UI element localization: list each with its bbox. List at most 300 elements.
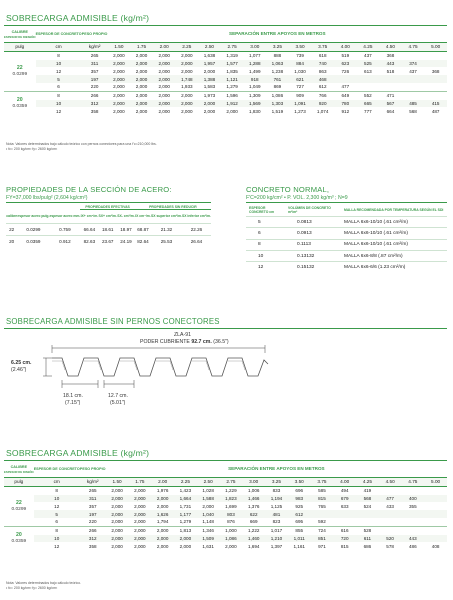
concrete-header-cell: ESPESOR CONCRETO cm <box>249 206 275 214</box>
span-cell: 2.50 <box>197 478 220 487</box>
span-cell: 3.75 <box>311 478 334 487</box>
props-cell: 25.53 <box>151 235 182 247</box>
load-value-cell: 1,091 <box>289 100 312 108</box>
load-value-cell: 1,063 <box>266 60 289 68</box>
load-value-cell: 2,000 <box>151 526 174 534</box>
load2-title: SOBRECARGA ADMISIBLE (kg/m²) <box>6 448 150 458</box>
load-value-cell: 971 <box>318 543 326 549</box>
load-value-cell <box>357 83 380 91</box>
concrete-cell: MALLA 6x6-8/8 (.87 cm²/m) <box>341 250 447 261</box>
table-row <box>4 100 447 108</box>
load-value-cell <box>401 510 424 518</box>
props-header-cell: espesor acero mm. <box>49 214 81 218</box>
load-value-cell: 2,000 <box>113 53 125 59</box>
load-value-cell: 2,000 <box>158 84 170 90</box>
load-value-cell: 374 <box>402 60 425 68</box>
load-value-cell: 618 <box>318 53 327 59</box>
load-value-cell: 920 <box>311 100 334 108</box>
unit-cell: kg/m² <box>82 43 108 52</box>
load-value-cell: 2,000 <box>158 68 170 74</box>
load-value-cell: 876 <box>227 519 235 525</box>
load-value-cell: 623 <box>334 60 357 68</box>
table-row <box>4 502 447 510</box>
load-value-cell: 1,577 <box>221 60 244 68</box>
self-weight-cell: 357 <box>88 503 97 509</box>
load-value-cell: 611 <box>356 535 379 543</box>
load-value-cell: 1,017 <box>265 526 288 534</box>
load-value-cell: 1,423 <box>179 488 192 494</box>
table-row <box>4 495 447 503</box>
load-value-cell: 1,626 <box>151 510 174 518</box>
load-value-cell: 1,694 <box>247 543 260 549</box>
concrete-thickness-cell: 12 <box>54 543 60 549</box>
load-value-cell <box>402 51 425 59</box>
load-value-cell: 2,000 <box>202 503 214 509</box>
self-weight-cell: 265 <box>90 53 99 59</box>
load-value-cell <box>424 518 447 526</box>
span-cell: 3.25 <box>265 478 288 487</box>
props-cell: 18.61 <box>98 223 117 235</box>
load-value-cell: 2,000 <box>130 60 153 68</box>
props-cell: 82.64 <box>135 235 151 247</box>
load-value-cell: 1,303 <box>266 100 289 108</box>
span-cell: 4.25 <box>357 43 380 52</box>
span-cell: 1.75 <box>130 43 153 52</box>
concrete-thickness-cell: 6 <box>55 519 58 525</box>
load-value-cell: 823 <box>272 519 281 525</box>
self-weight-cell: 357 <box>90 68 99 74</box>
load-value-cell: 468 <box>311 75 334 83</box>
load-value-cell: 2,000 <box>130 100 153 108</box>
load-value-cell: 777 <box>364 108 372 114</box>
load-value-cell: 727 <box>296 84 304 90</box>
load-value-cell: 1,588 <box>197 495 220 503</box>
concrete-thickness-cell: 12 <box>56 68 62 74</box>
concrete-thickness-cell: 5 <box>36 75 82 83</box>
load-value-cell: 1,000 <box>220 526 243 534</box>
load-value-cell <box>424 502 447 510</box>
load-value-cell: 664 <box>386 108 395 114</box>
load-value-cell: 909 <box>289 91 312 99</box>
calibre-cell <box>4 526 34 550</box>
load-value-cell: 1,086 <box>220 535 243 543</box>
load-value-cell: 2,000 <box>130 75 153 83</box>
load2-calibre-label: CALIBRE <box>10 465 28 470</box>
self-weight-cell: 197 <box>80 510 106 518</box>
concrete-thickness-cell: 6 <box>57 84 60 90</box>
calibre-number: 22 <box>16 64 23 71</box>
load-value-cell <box>424 510 447 518</box>
span-cell: 1.50 <box>108 43 131 52</box>
props-subtitle: FY=37,000 lbs/pulg² (2,604 kg/cm²) <box>6 195 88 201</box>
concrete-table <box>246 204 447 272</box>
load-value-cell: 2,000 <box>128 495 151 503</box>
load-value-cell: 2,000 <box>153 60 176 68</box>
table-row <box>4 542 447 550</box>
load-value-cell: 2,000 <box>130 91 153 99</box>
load-value-cell: 1,309 <box>243 91 266 99</box>
table-row <box>4 518 447 526</box>
load1-units-row <box>4 43 447 52</box>
load-value-cell: 2,000 <box>113 84 125 90</box>
load1-calibre-header <box>4 27 36 43</box>
concrete-cell: MALLA 6x6-10/10 (.61 cm²/m) <box>341 217 447 228</box>
table-row <box>4 75 447 83</box>
gauge-thickness: 0.0359 <box>11 538 27 544</box>
props-title: PROPIEDADES DE LA SECCIÓN DE ACERO: <box>6 185 172 194</box>
load-value-cell: 2,000 <box>111 543 123 549</box>
load-value-cell: 726 <box>341 68 350 74</box>
span-cell: 3.50 <box>289 43 312 52</box>
calibre-number: 22 <box>15 499 22 506</box>
load-value-cell: 2,000 <box>111 488 123 494</box>
props-cell: 20 <box>6 235 17 247</box>
pitch-cm-label: 18.1 cm. <box>63 393 83 399</box>
deck-profile-line <box>52 358 268 376</box>
props-title-rule <box>6 202 211 203</box>
concrete-cell: 0.0813 <box>285 217 341 228</box>
load-value-cell: 1,210 <box>265 535 288 543</box>
load1-separacion-header: SEPARACIÓN ENTRE APOYOS EN METROS <box>229 31 326 37</box>
load-value-cell: 2,000 <box>128 526 151 534</box>
concrete-thickness-cell: 8 <box>55 488 58 494</box>
concrete-header-cell: MALLA RECOMENDADA POR TEMPERATURA SEGÚN EL SDI <box>344 208 444 212</box>
span-cell: 4.00 <box>333 478 356 487</box>
load2-table <box>4 462 447 550</box>
load-value-cell: 1,077 <box>249 53 261 59</box>
load-value-cell <box>311 510 334 518</box>
load-value-cell <box>424 535 447 543</box>
props-sinreducir-header: PROPIEDADES SIN REDUCIR <box>135 205 211 210</box>
concrete-title-rule <box>246 202 447 203</box>
load-value-cell: 2,000 <box>135 53 148 59</box>
span-cell: 2.25 <box>174 478 197 487</box>
calibre-cell <box>4 91 36 115</box>
load-value-cell: 2,000 <box>174 535 197 543</box>
self-weight-cell: 358 <box>88 543 97 549</box>
load-value-cell: 568 <box>409 108 417 114</box>
self-weight-cell: 220 <box>90 84 99 90</box>
concrete-row <box>246 262 447 273</box>
table-row <box>4 526 447 534</box>
props-header-cell: IX+ cm⁴/m. <box>80 214 99 219</box>
table-row <box>4 67 447 75</box>
load-value-cell: 1,664 <box>174 495 197 503</box>
load2-note-params: • fc= 200 kg/cm² fy= 2600 kg/cm² <box>6 586 58 590</box>
load-value-cell: 1,569 <box>243 100 266 108</box>
unit-cell: pulg <box>4 43 36 52</box>
load-value-cell: 477 <box>341 84 350 90</box>
load2-calibre-header <box>4 462 34 478</box>
self-weight-cell: 220 <box>88 519 97 525</box>
load-value-cell: 415 <box>424 100 447 108</box>
load-value-cell: 2,000 <box>156 543 169 549</box>
span-cell: 3.75 <box>311 43 334 52</box>
concrete-cell: 8 <box>246 239 285 250</box>
deck-model-label: ZLA-91 <box>174 332 192 338</box>
load1-concreto-header: ESPESOR DE CONCRETO <box>35 32 82 37</box>
load-value-cell: 518 <box>386 68 395 74</box>
load-value-cell: 2,000 <box>198 100 221 108</box>
load-value-cell: 567 <box>379 100 402 108</box>
props-header-cell: espesor acero pulg. <box>17 214 50 218</box>
load-value-cell: 1,976 <box>156 488 169 494</box>
table-row <box>4 486 447 494</box>
load-value-cell: 2,000 <box>135 84 148 90</box>
load-value-cell: 2,000 <box>151 495 174 503</box>
load-value-cell: 1,194 <box>265 495 288 503</box>
concrete-thickness-cell: 5 <box>34 510 80 518</box>
load2-units-row <box>4 478 447 487</box>
props-cell: 68.87 <box>135 223 151 235</box>
load-value-cell: 2,000 <box>134 543 146 549</box>
load-value-cell: 739 <box>296 53 304 59</box>
concrete-cell: 0.0913 <box>285 228 341 239</box>
span-cell: 2.00 <box>153 43 176 52</box>
load-value-cell: 1,835 <box>226 68 238 74</box>
load-value-cell: 1,460 <box>242 535 265 543</box>
load-value-cell: 2,000 <box>156 503 169 509</box>
load-value-cell: 2,000 <box>151 535 174 543</box>
load-value-cell: 649 <box>334 91 357 99</box>
load-value-cell: 1,030 <box>294 68 306 74</box>
load-value-cell: 519 <box>341 53 350 59</box>
span-cell: 1.75 <box>128 478 151 487</box>
span-cell: 3.25 <box>266 43 289 52</box>
load-value-cell: 525 <box>357 60 380 68</box>
load-value-cell: 1,957 <box>198 60 221 68</box>
calibre-number: 20 <box>16 96 23 103</box>
load-value-cell <box>401 486 424 494</box>
load-value-cell <box>379 518 402 526</box>
load1-espesor-deck-label: ESPESOR DE DIESEÑO <box>4 34 36 39</box>
span-cell: 5.00 <box>424 478 447 487</box>
load-value-cell: 1,222 <box>242 526 265 534</box>
load-value-cell: 612 <box>288 510 311 518</box>
table-row <box>4 83 447 91</box>
span-cell: 4.75 <box>401 478 424 487</box>
load-value-cell: 2,000 <box>111 519 123 525</box>
load-value-cell: 1,638 <box>203 53 216 59</box>
load2-title-rule <box>4 460 447 461</box>
load-value-cell: 2,000 <box>203 68 216 74</box>
concrete-cell: 0.1113 <box>285 239 341 250</box>
load-value-cell <box>379 83 402 91</box>
load-value-cell: 724 <box>311 526 334 534</box>
load-value-cell: 2,000 <box>108 100 131 108</box>
load2-espesor-deck-label: ESPESOR DE DISEÑO <box>4 469 34 474</box>
props-efectivas-header: PROPIEDADES EFECTIVAS <box>80 205 135 210</box>
load-value-cell: 863 <box>318 68 327 74</box>
load-value-cell: 2,000 <box>106 510 129 518</box>
load-value-cell: 2,000 <box>108 60 131 68</box>
load1-title-rule <box>4 25 447 26</box>
load-value-cell: 696 <box>295 488 304 494</box>
load-value-cell: 1,229 <box>225 488 237 494</box>
height-in-label: (2.46") <box>11 367 27 373</box>
concrete-row <box>246 217 447 228</box>
load-value-cell <box>379 486 402 494</box>
load-value-cell <box>357 75 380 83</box>
span-cell: 4.25 <box>356 478 379 487</box>
concrete-cell: 0.13132 <box>285 250 341 261</box>
diagram-title-rule <box>4 328 447 329</box>
props-header-cell: SX inferior cm³/m. <box>181 214 211 219</box>
props-cell: 21.32 <box>151 223 182 235</box>
load-value-cell: 869 <box>273 84 282 90</box>
table-row <box>4 51 447 59</box>
load-value-cell: 2,000 <box>128 535 151 543</box>
props-header-row <box>6 210 211 224</box>
table-row <box>4 535 447 543</box>
load1-table <box>4 27 447 115</box>
load-value-cell: 2,000 <box>203 108 216 114</box>
unit-cell: kg/m² <box>80 478 106 487</box>
concrete-cell: 12 <box>246 262 285 273</box>
concrete-title: CONCRETO NORMAL, <box>246 185 330 194</box>
load-value-cell: 520 <box>379 535 402 543</box>
load1-calibre-label: CALIBRE <box>11 30 28 35</box>
load-value-cell: 400 <box>401 495 424 503</box>
props-header-cell: SX+ cm³/m. <box>98 214 117 219</box>
load-value-cell: 1,121 <box>221 75 244 83</box>
load-value-cell: 524 <box>363 503 372 509</box>
load-value-cell: 815 <box>311 495 334 503</box>
load1-header-row <box>4 27 447 43</box>
load2-separacion-header: SEPARACIÓN ENTRE APOYOS EN METROS <box>228 466 325 472</box>
load-value-cell: 1,279 <box>226 84 238 90</box>
load-value-cell: 2,000 <box>158 53 170 59</box>
span-cell: 4.50 <box>379 478 402 487</box>
concrete-thickness-cell: 8 <box>57 53 60 59</box>
self-weight-cell: 266 <box>80 526 106 534</box>
unit-cell: cm <box>34 478 80 487</box>
load-value-cell: 855 <box>288 526 311 534</box>
self-weight-cell: 358 <box>90 108 99 114</box>
load-value-cell: 552 <box>357 91 380 99</box>
load-value-cell <box>402 83 425 91</box>
load-value-cell: 633 <box>340 503 349 509</box>
concrete-cell: MALLA 6x6-10/10 (.61 cm²/m) <box>341 239 447 250</box>
concrete-header-row <box>246 204 447 217</box>
load2-header-row <box>4 462 447 478</box>
load1-note: Nota: Valores determinados bajo cálculo teórico con pernos conectores para una f'c=210,000 lbs. <box>6 142 157 146</box>
calibre-cell <box>4 51 36 91</box>
span-cell: 3.00 <box>242 478 265 487</box>
load-value-cell: 1,631 <box>202 543 214 549</box>
load-value-cell: 487 <box>431 108 440 114</box>
load-value-cell: 2,000 <box>176 60 199 68</box>
load-value-cell: 1,346 <box>197 526 220 534</box>
span-cell: 2.75 <box>220 478 243 487</box>
concrete-thickness-cell: 10 <box>34 495 80 503</box>
self-weight-cell: 197 <box>82 75 108 83</box>
load-value-cell: 1,238 <box>271 68 284 74</box>
concrete-thickness-cell: 12 <box>54 503 60 509</box>
concrete-cell: 5 <box>246 217 285 228</box>
load-value-cell: 1,830 <box>249 108 261 114</box>
load-value-cell: 437 <box>364 53 372 59</box>
load-value-cell: 2,000 <box>134 519 146 525</box>
load-value-cell: 1,933 <box>181 84 193 90</box>
table-row <box>4 107 447 115</box>
load2-peso-header: PESO PROPIO <box>79 467 106 472</box>
load-value-cell: 1,596 <box>221 91 244 99</box>
props-header-cell: calibre <box>6 214 18 218</box>
load-value-cell <box>379 75 402 83</box>
load-value-cell: 2,000 <box>153 91 176 99</box>
load-value-cell: 486 <box>409 543 417 549</box>
span-cell: 3.00 <box>243 43 266 52</box>
load-value-cell <box>424 91 447 99</box>
load-value-cell: 888 <box>273 53 282 59</box>
load-value-cell: 1,699 <box>225 503 237 509</box>
load-value-cell <box>379 510 402 518</box>
concrete-thickness-cell: 12 <box>56 108 62 114</box>
load-value-cell: 2,000 <box>181 53 193 59</box>
span-cell: 4.50 <box>379 43 402 52</box>
load-value-cell: 2,000 <box>134 503 146 509</box>
load-value-cell: 1,731 <box>179 503 192 509</box>
load-value-cell: 437 <box>409 68 417 74</box>
load-value-cell: 621 <box>289 75 312 83</box>
load-value-cell: 1,006 <box>247 488 260 494</box>
load-value-cell: 1,279 <box>179 519 192 525</box>
self-weight-cell: 265 <box>88 488 97 494</box>
concrete-thickness-cell: 10 <box>34 535 80 543</box>
load-value-cell: 471 <box>379 91 402 99</box>
load-value-cell: 2,000 <box>135 68 148 74</box>
load-value-cell: 761 <box>266 75 289 83</box>
load-value-cell: 2,000 <box>106 495 129 503</box>
load-value-cell: 2,000 <box>128 510 151 518</box>
load-value-cell: 1,273 <box>294 108 306 114</box>
load-value-cell: 528 <box>356 526 379 534</box>
props-cell: 82.63 <box>80 235 98 247</box>
load-value-cell: 2,000 <box>158 108 170 114</box>
deck-profile-diagram <box>0 340 453 400</box>
load-value-cell: 2,000 <box>153 75 176 83</box>
concrete-thickness-cell: 10 <box>36 100 82 108</box>
load-value-cell <box>356 510 379 518</box>
load-value-cell: 912 <box>341 108 350 114</box>
load-value-cell: 695 <box>295 519 304 525</box>
load-value-cell: 925 <box>295 503 304 509</box>
load-value-cell: 1,823 <box>220 495 243 503</box>
load-value-cell: 2,000 <box>176 91 199 99</box>
load-value-cell: 622 <box>242 510 265 518</box>
load-value-cell: 1,397 <box>270 543 283 549</box>
load-value-cell: 918 <box>243 75 266 83</box>
self-weight-cell: 266 <box>82 91 108 99</box>
props-cell: 0.0299 <box>17 223 49 235</box>
load-value-cell: 2,000 <box>108 75 131 83</box>
load-value-cell <box>424 486 447 494</box>
load-value-cell: 815 <box>340 543 349 549</box>
span-cell: 4.75 <box>402 43 425 52</box>
self-weight-cell: 311 <box>82 60 108 68</box>
span-cell: 2.25 <box>176 43 199 52</box>
load-value-cell <box>379 526 402 534</box>
load-value-cell: 1,912 <box>221 100 244 108</box>
load-value-cell: 2,000 <box>113 108 125 114</box>
props-header-cell: SX superior cm³/m. <box>151 214 182 219</box>
load-value-cell: 1,086 <box>266 91 289 99</box>
load-value-cell: 1,388 <box>198 75 221 83</box>
concrete-cell: 10 <box>246 250 285 261</box>
load-value-cell <box>333 510 356 518</box>
props-table <box>6 205 211 247</box>
